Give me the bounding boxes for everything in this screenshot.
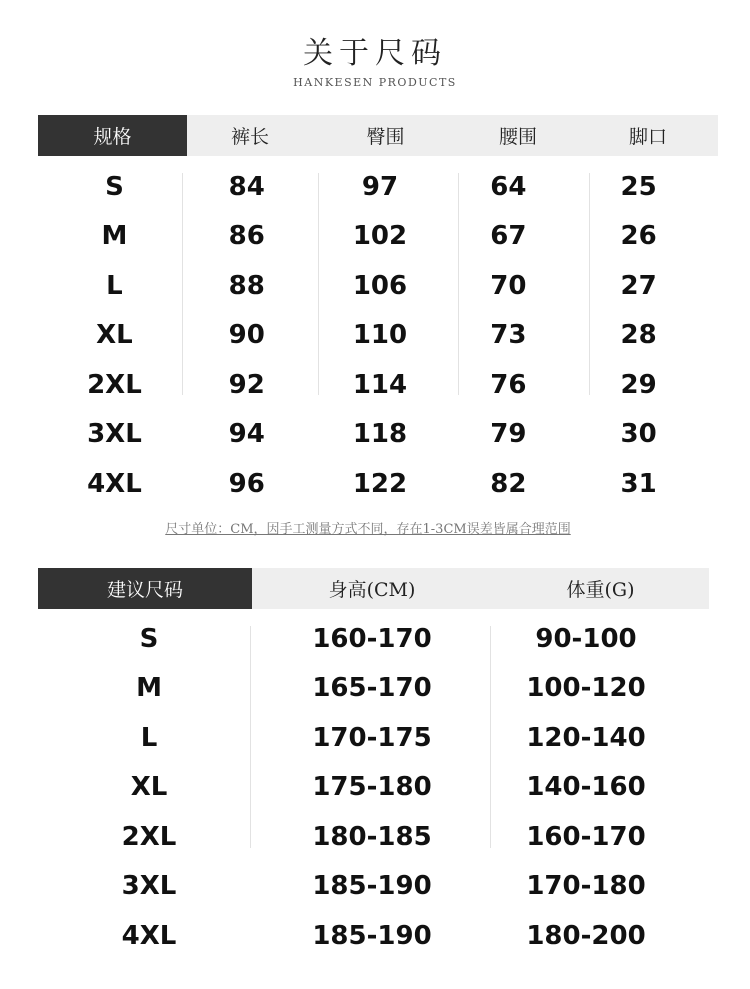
height-range: 185-190 [312, 920, 432, 951]
table-row [38, 410, 718, 460]
size-label: S [139, 623, 159, 654]
suggest-col-size: 建议尺码 [38, 568, 252, 609]
table-row [38, 614, 709, 664]
suggest-col-height: 身高(CM) [328, 579, 416, 601]
size-label: M [101, 221, 128, 252]
hip-value: 102 [352, 221, 408, 252]
hip-value: 114 [352, 369, 408, 400]
weight-range: 160-170 [526, 821, 646, 852]
weight-range: 90-100 [535, 623, 637, 654]
hip-value: 97 [361, 171, 399, 202]
page-title: 关于尺码 [303, 36, 447, 71]
size-label: 2XL [87, 369, 142, 400]
size-col-hem: 脚口 [628, 126, 667, 148]
height-range: 160-170 [312, 623, 432, 654]
length-value: 96 [228, 468, 265, 499]
size-col-length: 裤长 [230, 126, 269, 148]
size-col-hip: 臀围 [366, 126, 405, 148]
height-range: 165-170 [312, 673, 432, 704]
weight-range: 120-140 [526, 722, 646, 753]
table-row [38, 311, 718, 361]
height-range: 175-180 [312, 772, 432, 803]
suggest-table-body [38, 614, 709, 961]
size-label: L [140, 722, 158, 753]
hip-value: 106 [352, 270, 408, 301]
table-row [38, 812, 709, 862]
size-table-header [38, 115, 718, 156]
hip-value: 122 [352, 468, 408, 499]
hem-value: 28 [620, 320, 657, 351]
hem-value: 25 [620, 171, 657, 202]
table-row [38, 360, 718, 410]
weight-range: 100-120 [526, 673, 646, 704]
waist-value: 79 [490, 419, 527, 450]
size-label: 3XL [121, 871, 177, 902]
height-range: 180-185 [312, 821, 432, 852]
brand-subtitle: HANKESEN PRODUCTS [293, 76, 457, 89]
table-row [38, 212, 718, 262]
size-col-spec: 规格 [38, 115, 187, 156]
weight-range: 180-200 [526, 920, 646, 951]
waist-value: 76 [490, 369, 527, 400]
length-value: 88 [228, 270, 265, 301]
length-value: 90 [228, 320, 265, 351]
size-table-body [38, 162, 718, 509]
table-row [38, 459, 718, 509]
measurement-note: 尺寸单位：CM，因手工测量方式不同，存在1-3CM误差皆属合理范围 [165, 522, 571, 537]
size-label: XL [96, 320, 133, 351]
height-range: 170-175 [312, 722, 432, 753]
length-value: 86 [228, 221, 265, 252]
suggest-table-header [38, 568, 709, 609]
hem-value: 31 [620, 468, 657, 499]
size-label: 4XL [87, 468, 142, 499]
hem-value: 26 [620, 221, 657, 252]
hem-value: 29 [620, 369, 657, 400]
weight-range: 170-180 [526, 871, 646, 902]
length-value: 94 [228, 419, 265, 450]
size-label: 2XL [121, 821, 177, 852]
waist-value: 82 [490, 468, 527, 499]
hem-value: 30 [620, 419, 657, 450]
table-row [38, 911, 709, 961]
size-label: M [136, 673, 162, 704]
hip-value: 110 [352, 320, 408, 351]
size-label: 4XL [121, 920, 177, 951]
waist-value: 70 [490, 270, 527, 301]
table-row [38, 664, 709, 714]
suggest-col-weight: 体重(G) [566, 579, 635, 601]
length-value: 84 [228, 171, 265, 202]
height-range: 185-190 [312, 871, 432, 902]
table-row [38, 713, 709, 763]
hem-value: 27 [620, 270, 657, 301]
size-label: S [105, 171, 124, 202]
waist-value: 73 [490, 320, 527, 351]
size-label: 3XL [87, 419, 142, 450]
weight-range: 140-160 [526, 772, 646, 803]
table-row [38, 862, 709, 912]
table-row [38, 763, 709, 813]
size-label: XL [130, 772, 168, 803]
waist-value: 67 [490, 221, 527, 252]
waist-value: 64 [490, 171, 527, 202]
table-row [38, 162, 718, 212]
size-label: L [106, 270, 123, 301]
table-row [38, 261, 718, 311]
length-value: 92 [228, 369, 265, 400]
size-col-waist: 腰围 [498, 126, 537, 148]
hip-value: 118 [352, 419, 408, 450]
